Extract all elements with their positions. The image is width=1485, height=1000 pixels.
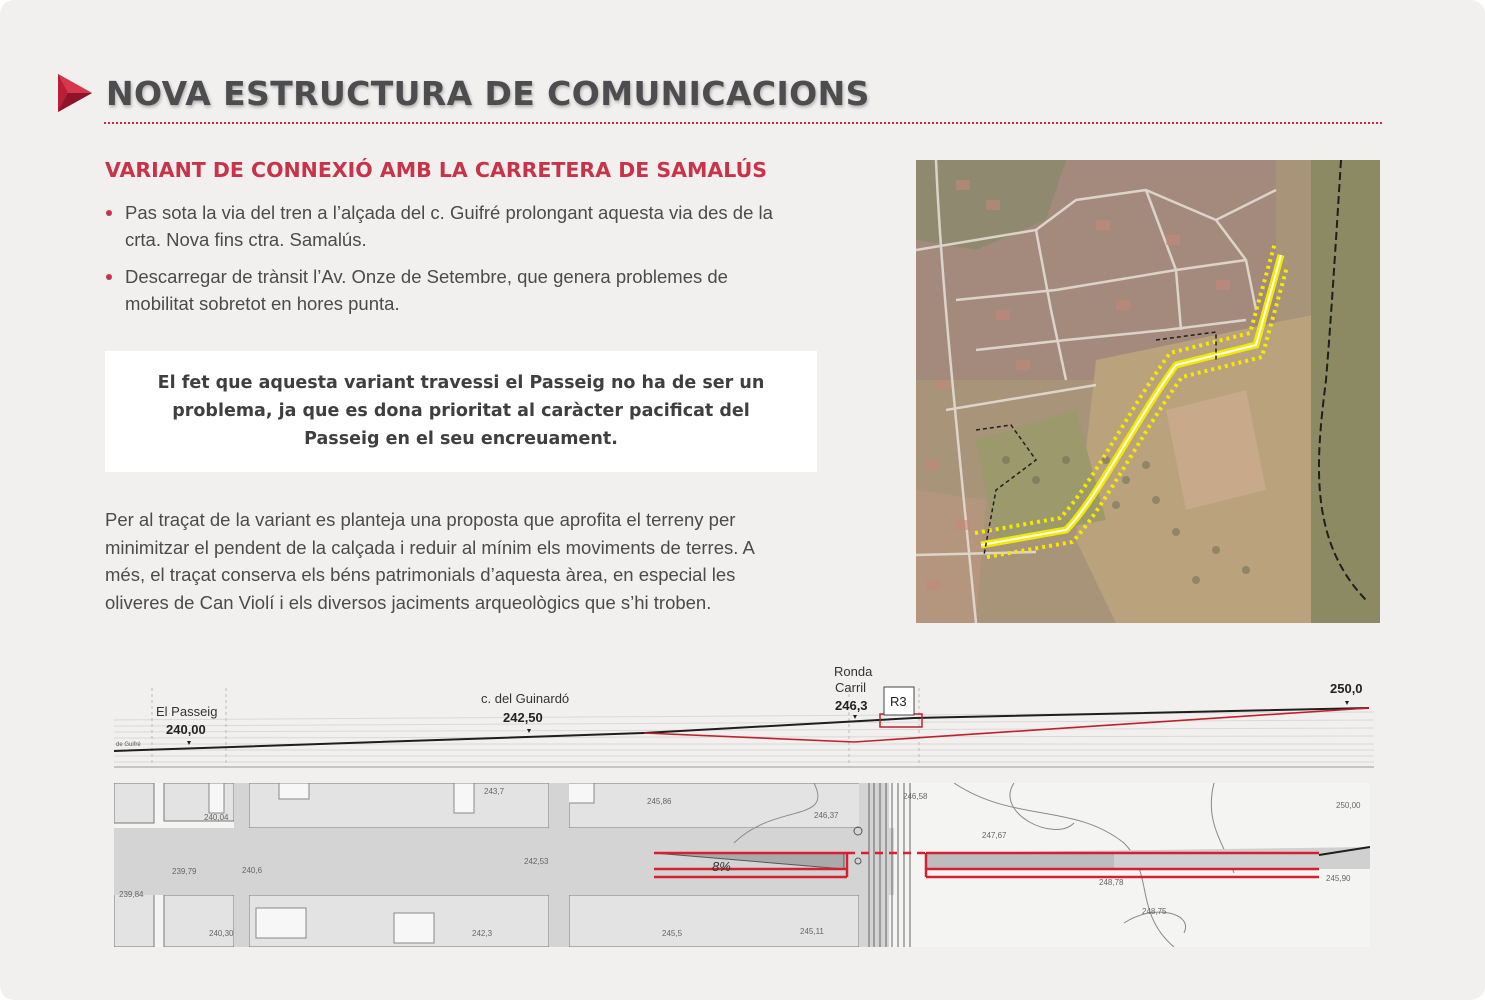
spot-height: 242,3 bbox=[472, 929, 493, 938]
profile-point-label bbox=[834, 664, 873, 695]
spot-height: 246,58 bbox=[903, 792, 928, 801]
spot-height: 247,67 bbox=[982, 831, 1007, 840]
spot-height: 239,79 bbox=[172, 867, 197, 876]
spot-height: 240,6 bbox=[242, 866, 263, 875]
aerial-map bbox=[916, 160, 1380, 623]
page-title: NOVA ESTRUCTURA DE COMUNICACIONS bbox=[106, 74, 870, 113]
profile-point-elevation: 240,00 bbox=[166, 722, 206, 737]
spot-height: 240,30 bbox=[209, 929, 234, 938]
rail-tag: R3 bbox=[890, 694, 907, 709]
spot-height: 243,7 bbox=[484, 787, 505, 796]
spot-height: 248,75 bbox=[1142, 907, 1167, 916]
spot-height: 245,11 bbox=[800, 927, 824, 936]
body-paragraph: Per al traçat de la variant es planteja una proposta que aprofita el terreny per minimitzar el pendent de la calçada i reduir al mínim els moviments de terres. A més, el traçat conserva els béns patrimonials d’aquesta àrea, en especial les oliveres de Can Violí i els diversos jaciments arqueològics que s’hi troben. bbox=[105, 509, 754, 613]
profile-point-elevation: 242,50 bbox=[503, 710, 543, 725]
spot-height: 245,86 bbox=[647, 797, 672, 806]
plan-view bbox=[114, 783, 1370, 947]
spot-height: 246,37 bbox=[814, 811, 839, 820]
profile-point-label: c. del Guinardó bbox=[481, 691, 570, 706]
section-subtitle: VARIANT DE CONNEXIÓ AMB LA CARRETERA DE SAMALÚS bbox=[105, 158, 767, 182]
slope-label: 8% bbox=[712, 859, 731, 874]
spot-height: 239,84 bbox=[119, 890, 144, 899]
spot-height: 242,53 bbox=[524, 857, 549, 866]
highlight-quote: El fet que aquesta variant travessi el Passeig no ha de ser un problema, ja que es dona prioritat al caràcter pacificat del Passeig en el seu encreuament. bbox=[157, 373, 765, 449]
dotted-divider bbox=[104, 122, 1382, 124]
profile-label-line: Carril bbox=[835, 680, 867, 695]
red-triangle-arrow-icon bbox=[56, 73, 94, 113]
bullet-item: Pas sota la via del tren a l’alçada del c. Guifré prolongant aquesta via des de la crta. Nova fins ctra. Samalús. bbox=[105, 199, 785, 253]
profile-point-elevation: 246,3 bbox=[835, 698, 868, 713]
spot-height: 245,5 bbox=[662, 929, 683, 938]
profile-street-label: de Guifré bbox=[116, 742, 141, 748]
profile-point-elevation: 250,0 bbox=[1330, 681, 1363, 696]
longitudinal-profile bbox=[114, 660, 1374, 772]
profile-label-line: Ronda bbox=[834, 664, 873, 679]
spot-height: 245,90 bbox=[1326, 874, 1351, 883]
highlight-box bbox=[105, 351, 817, 472]
spot-height: 240,04 bbox=[204, 813, 229, 822]
bullet-item: Descarregar de trànsit l’Av. Onze de Setembre, que genera problemes de mobilitat sobretot en hores punta. bbox=[105, 263, 785, 317]
spot-height: 248,78 bbox=[1099, 878, 1124, 887]
spot-height: 250,00 bbox=[1336, 801, 1361, 810]
profile-point-label: El Passeig bbox=[156, 704, 218, 719]
bullet-list bbox=[105, 199, 785, 327]
